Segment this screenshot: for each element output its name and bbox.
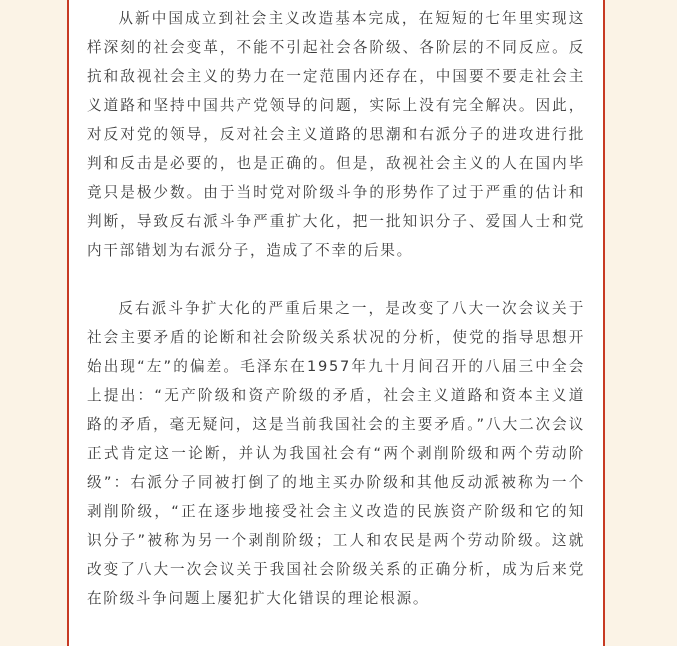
article-body [87,4,585,613]
article-paragraph-1: 从新中国成立到社会主义改造基本完成，在短短的七年里实现这样深刻的社会变革，不能不引起社会各阶级、各阶层的不同反应。反抗和敌视社会主义的势力在一定范围内还存在，中国要不要走社会主义道路和坚持中国共产党领导的问题，实际上没有完全解决。因此，对反对党的领导，反对社会主义道路的思潮和右派分子的进攻进行批判和反击是必要的，也是正确的。但是，敌视社会主义的人在国内毕竟只是极少数。由于当时党对阶级斗争的形势作了过于严重的估计和判断，导致反右派斗争严重扩大化，把一批知识分子、爱国人士和党内干部错划为右派分子，造成了不幸的后果。 [87,10,585,259]
paragraph-spacer [87,265,585,294]
article-paragraph-2: 反右派斗争扩大化的严重后果之一，是改变了八大一次会议关于社会主要矛盾的论断和社会阶级关系状况的分析，使党的指导思想开始出现“左”的偏差。毛泽东在1957年九十月间召开的八届三中全会上提出：“无产阶级和资产阶级的矛盾，社会主义道路和资本主义道路的矛盾，毫无疑问，这是当前我国社会的主要矛盾。”八大二次会议正式肯定这一论断，并认为我国社会有“两个剥削阶级和两个劳动阶级”：右派分子同被打倒了的地主买办阶级和其他反动派被称为一个剥削阶级，“正在逐步地接受社会主义改造的民族资产阶级和它的知识分子”被称为另一个剥削阶级；工人和农民是两个劳动阶级。这就改变了八大一次会议关于我国社会阶级关系的正确分析，成为后来党在阶级斗争问题上屡犯扩大化错误的理论根源。 [87,300,585,607]
article-panel [67,0,605,646]
